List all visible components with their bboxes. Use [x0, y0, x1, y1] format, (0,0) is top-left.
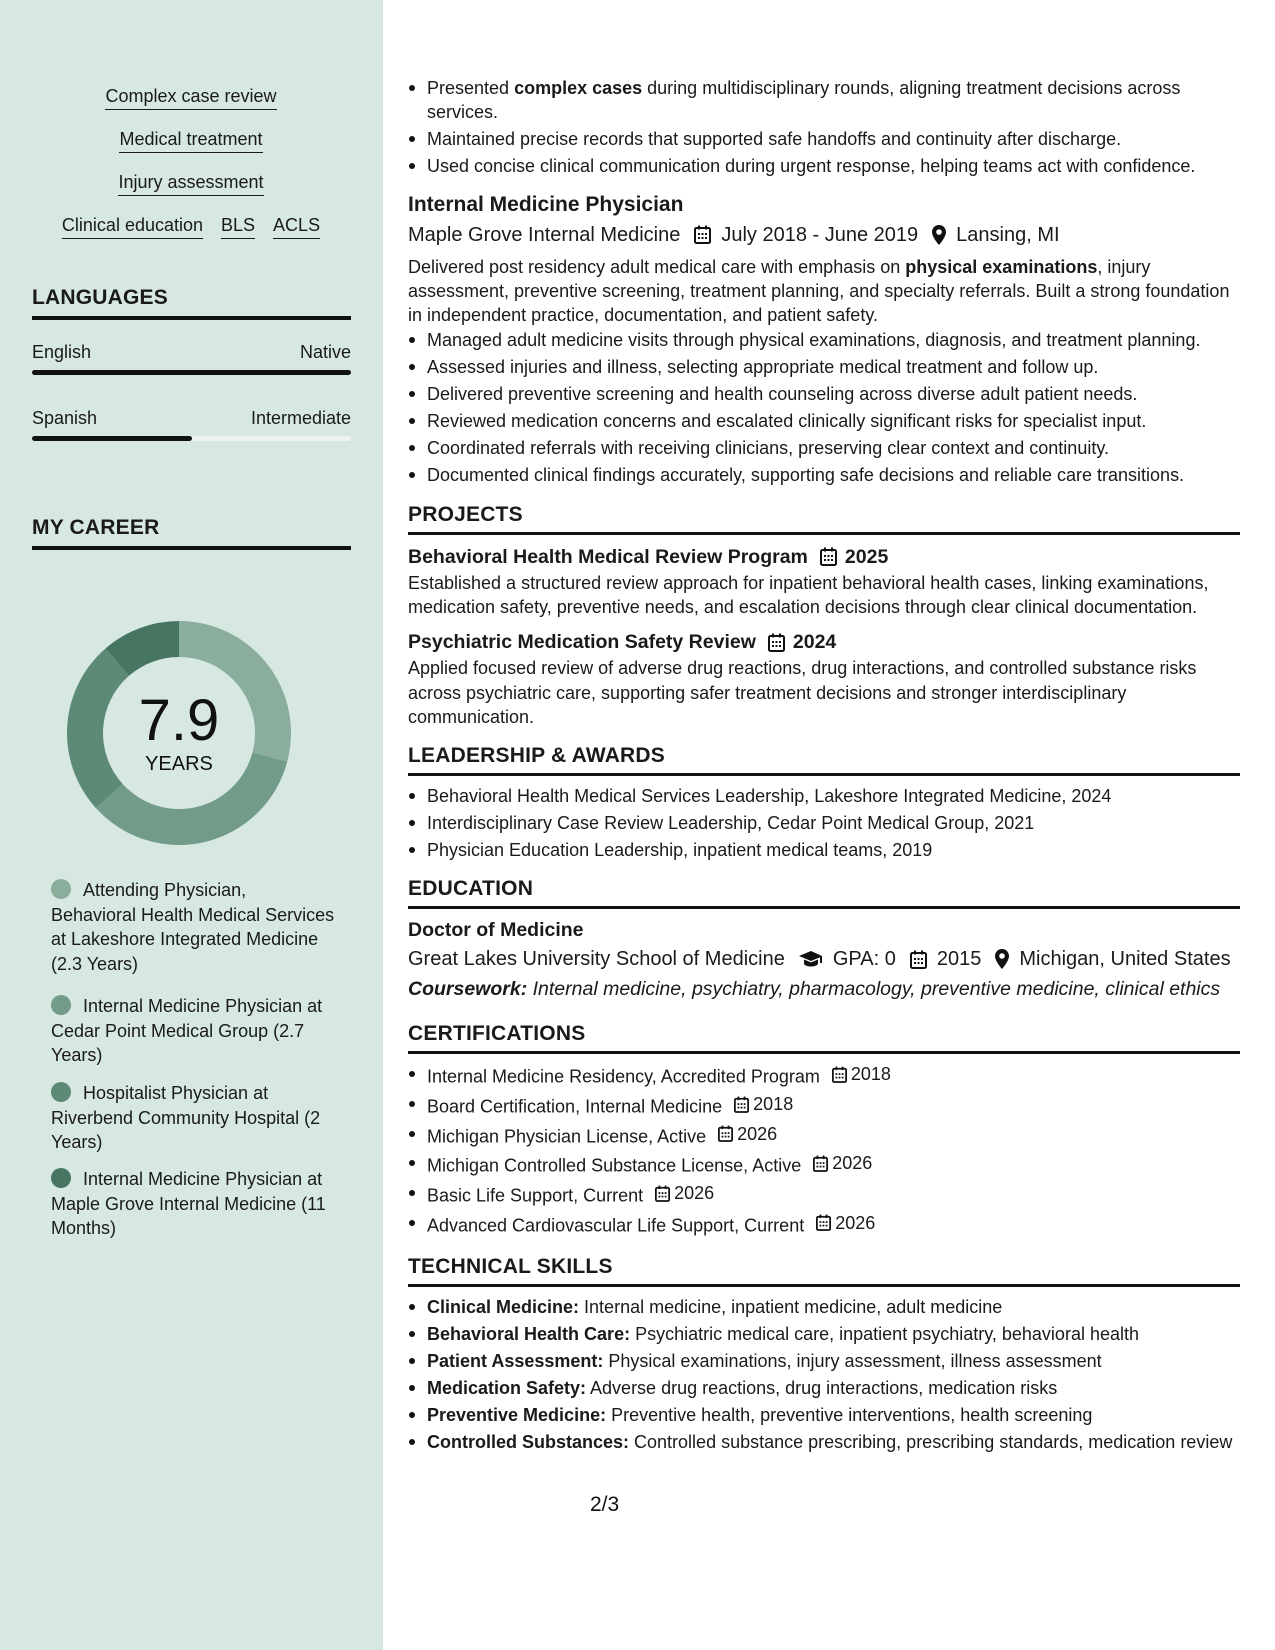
skill-tag: BLS	[221, 215, 255, 239]
bullet-item: Documented clinical findings accurately, supporting safe decisions and reliable care transitions.	[408, 463, 1240, 487]
calendar-icon	[718, 1125, 733, 1142]
certification-year: 2026	[674, 1182, 715, 1203]
certification-year: 2026	[832, 1153, 873, 1174]
leadership-heading: LEADERSHIP & AWARDS	[408, 743, 1240, 776]
career-legend-item	[51, 994, 336, 1068]
certification-date	[734, 1092, 793, 1116]
leadership-list	[408, 784, 1240, 862]
bullet-bold: complex cases	[514, 78, 643, 98]
coursework	[408, 977, 1240, 1001]
skill-label: Medication Safety:	[427, 1378, 587, 1399]
coursework-label: Coursework:	[408, 978, 528, 1001]
calendar-icon	[655, 1185, 670, 1202]
certification-date	[832, 1062, 891, 1086]
project-title: Behavioral Health Medical Review Program	[408, 545, 808, 568]
tag-row	[32, 172, 350, 196]
leadership-item: Behavioral Health Medical Services Leadership, Lakeshore Integrated Medicine, 2024	[408, 784, 1240, 808]
calendar-icon	[816, 1214, 831, 1231]
career-heading: MY CAREER	[32, 516, 351, 550]
calendar-icon	[768, 633, 785, 652]
bullet-text: Maintained precise records that supported safe handoffs and continuity after discharge.	[427, 129, 1122, 150]
degree-title: Doctor of Medicine	[408, 919, 584, 942]
certification-item	[408, 1151, 1240, 1178]
skill-text: Psychiatric medical care, inpatient psychiatry, behavioral health	[630, 1324, 1139, 1345]
skill-label: Controlled Substances:	[427, 1432, 630, 1453]
project-year: 2024	[792, 631, 837, 654]
career-donut-chart	[64, 618, 294, 848]
certification-name: Internal Medicine Residency, Accredited Program	[427, 1067, 820, 1088]
language-name: Spanish	[32, 408, 98, 428]
job-location: Lansing, MI	[956, 223, 1060, 246]
projects-heading: PROJECTS	[408, 502, 1240, 535]
certifications-heading: CERTIFICATIONS	[408, 1021, 1240, 1054]
calendar-icon	[694, 225, 711, 244]
skill-text: Controlled substance prescribing, prescribing standards, medication review	[629, 1432, 1233, 1453]
skill-text: Adverse drug reactions, drug interactions, medication risks	[586, 1378, 1058, 1399]
languages-heading: LANGUAGES	[32, 286, 351, 320]
leadership-item: Physician Education Leadership, inpatient medical teams, 2019	[408, 838, 1240, 862]
legend-dot	[51, 1082, 71, 1102]
tag-row	[32, 129, 350, 153]
job-dates: July 2018 - June 2019	[721, 223, 919, 246]
certification-date	[655, 1181, 714, 1205]
career-total-years: 7.9	[138, 687, 220, 753]
bullet-item: Delivered preventive screening and health counseling across diverse adult patient needs.	[408, 382, 1240, 406]
certification-item	[408, 1062, 1240, 1089]
skill-item	[408, 1376, 1240, 1400]
certification-year: 2026	[737, 1123, 778, 1144]
bullet-item	[408, 127, 1240, 151]
career-legend-item	[51, 1167, 336, 1241]
skill-tag: Medical treatment	[119, 129, 262, 153]
graduation-cap-icon	[799, 951, 823, 967]
skill-item	[408, 1349, 1240, 1373]
certification-date	[813, 1151, 872, 1175]
school-location: Michigan, United States	[1019, 948, 1231, 971]
certification-year: 2018	[753, 1094, 794, 1115]
career-total-unit: YEARS	[145, 752, 213, 775]
certification-name: Michigan Physician License, Active	[427, 1126, 707, 1147]
calendar-icon	[734, 1096, 749, 1113]
language-bar	[32, 370, 351, 375]
language-bar-fill	[32, 436, 192, 441]
bullet-text: during multidisciplinary rounds, aligning treatment decisions across services.	[427, 78, 1181, 123]
language-level: Native	[299, 342, 351, 362]
bullet-item: Coordinated referrals with receiving clinicians, preserving clear context and continuity.	[408, 436, 1240, 460]
bullet-item: Managed adult medicine visits through physical examinations, diagnosis, and treatment planning.	[408, 328, 1240, 352]
language-bar	[32, 436, 351, 441]
skill-text: Preventive health, preventive interventions, health screening	[606, 1405, 1093, 1426]
career-legend-text: Internal Medicine Physician at Maple Grove Internal Medicine (11 Months)	[51, 1169, 326, 1238]
project-title: Psychiatric Medication Safety Review	[408, 631, 756, 654]
career-legend-text: Hospitalist Physician at Riverbend Community Hospital (2 Years)	[51, 1083, 321, 1152]
skill-label: Behavioral Health Care:	[427, 1324, 631, 1345]
certifications-list	[408, 1062, 1240, 1237]
technical-skills-heading: TECHNICAL SKILLS	[408, 1254, 1240, 1287]
language-row	[32, 408, 351, 429]
tag-row	[32, 215, 350, 239]
gpa: GPA: 0	[832, 948, 896, 971]
skill-label: Preventive Medicine:	[427, 1405, 607, 1426]
job-bullets	[408, 328, 1240, 487]
company-name: Maple Grove Internal Medicine	[408, 223, 681, 246]
language-bar-fill	[32, 370, 351, 375]
coursework-text: Internal medicine, psychiatry, pharmacology, preventive medicine, clinical ethics	[527, 978, 1221, 1001]
project-description: Applied focused review of adverse drug reactions, drug interactions, and controlled substance risks across psychiatric care, supporting safer treatment decisions and stronger interdisciplinary communication.	[408, 658, 1197, 727]
leadership-item: Interdisciplinary Case Review Leadership, Cedar Point Medical Group, 2021	[408, 811, 1240, 835]
tag-row	[32, 86, 350, 110]
certification-item	[408, 1122, 1240, 1149]
skill-text: Internal medicine, inpatient medicine, adult medicine	[579, 1297, 1003, 1318]
skill-item	[408, 1322, 1240, 1346]
skill-item	[408, 1295, 1240, 1319]
bullet-item	[408, 154, 1240, 178]
language-name: English	[32, 342, 92, 362]
certification-name: Michigan Controlled Substance License, Active	[427, 1155, 802, 1176]
bullet-item: Assessed injuries and illness, selecting appropriate medical treatment and follow up.	[408, 355, 1240, 379]
skill-item	[408, 1403, 1240, 1427]
bullet-item	[408, 76, 1240, 125]
legend-dot	[51, 879, 71, 899]
desc-text: , injury assessment, preventive screening, treatment planning, and specialty referrals. Built a strong foundation in independent practice, documentation, and patient safety.	[408, 256, 1230, 326]
certification-name: Basic Life Support, Current	[427, 1185, 644, 1206]
skill-tags	[32, 86, 350, 258]
calendar-icon	[820, 547, 837, 566]
sidebar	[0, 0, 383, 1650]
education-meta	[408, 944, 1240, 974]
school-name: Great Lakes University School of Medicine	[408, 948, 785, 971]
calendar-icon	[832, 1066, 847, 1083]
certification-year: 2018	[850, 1064, 891, 1085]
technical-skills-list	[408, 1295, 1240, 1454]
language-level: Intermediate	[250, 408, 351, 428]
job-meta	[408, 220, 1240, 250]
language-row	[32, 342, 351, 363]
skill-tag: Clinical education	[62, 215, 203, 239]
skill-item	[408, 1430, 1240, 1454]
certification-item	[408, 1181, 1240, 1208]
page-number: 2/3	[590, 1493, 620, 1516]
skill-tag: Complex case review	[105, 86, 276, 110]
job-description	[408, 255, 1240, 328]
certification-name: Advanced Cardiovascular Life Support, Current	[427, 1215, 805, 1236]
main-content	[408, 76, 1240, 1457]
skill-label: Clinical Medicine:	[427, 1297, 580, 1318]
project-title-row	[408, 628, 1240, 656]
certification-year: 2026	[835, 1212, 876, 1233]
skill-text: Physical examinations, injury assessment, illness assessment	[603, 1351, 1102, 1372]
certification-date	[718, 1122, 777, 1146]
skill-label: Patient Assessment:	[427, 1351, 604, 1372]
donut-center	[64, 618, 294, 848]
project-description: Established a structured review approach for inpatient behavioral health cases, linking examinations, medication safety, preventive needs, and escalation decisions through clear clinical documentation.	[408, 572, 1209, 617]
certification-item	[408, 1211, 1240, 1238]
certification-item	[408, 1092, 1240, 1119]
bullet-text: Used concise clinical communication during urgent response, helping teams act with confidence.	[427, 156, 1196, 177]
skill-tag: Injury assessment	[118, 172, 263, 196]
certification-name: Board Certification, Internal Medicine	[427, 1096, 723, 1117]
project-title-row	[408, 543, 1240, 571]
calendar-icon	[813, 1155, 828, 1172]
job-title: Internal Medicine Physician	[408, 192, 684, 216]
project-year: 2025	[844, 545, 889, 568]
previous-job-bullets	[408, 76, 1240, 179]
bullet-item: Reviewed medication concerns and escalated clinically significant risks for specialist input.	[408, 409, 1240, 433]
skill-tag: ACLS	[273, 215, 320, 239]
certification-date	[816, 1211, 875, 1235]
bullet-text: Presented	[427, 78, 515, 98]
career-legend-text: Internal Medicine Physician at Cedar Point Medical Group (2.7 Years)	[51, 996, 323, 1065]
career-legend-text: Attending Physician, Behavioral Health Medical Services at Lakeshore Integrated Medicine (2.3 Years)	[51, 880, 335, 974]
desc-bold: physical examinations	[905, 256, 1098, 277]
location-pin-icon	[932, 225, 946, 245]
legend-dot	[51, 995, 71, 1015]
desc-text: Delivered post residency adult medical care with emphasis on	[408, 256, 906, 277]
career-legend-item	[51, 1081, 336, 1155]
legend-dot	[51, 1168, 71, 1188]
location-pin-icon	[995, 949, 1009, 969]
education-heading: EDUCATION	[408, 876, 1240, 909]
graduation-year: 2015	[936, 948, 982, 971]
calendar-icon	[910, 950, 927, 969]
career-legend-item	[51, 878, 336, 976]
